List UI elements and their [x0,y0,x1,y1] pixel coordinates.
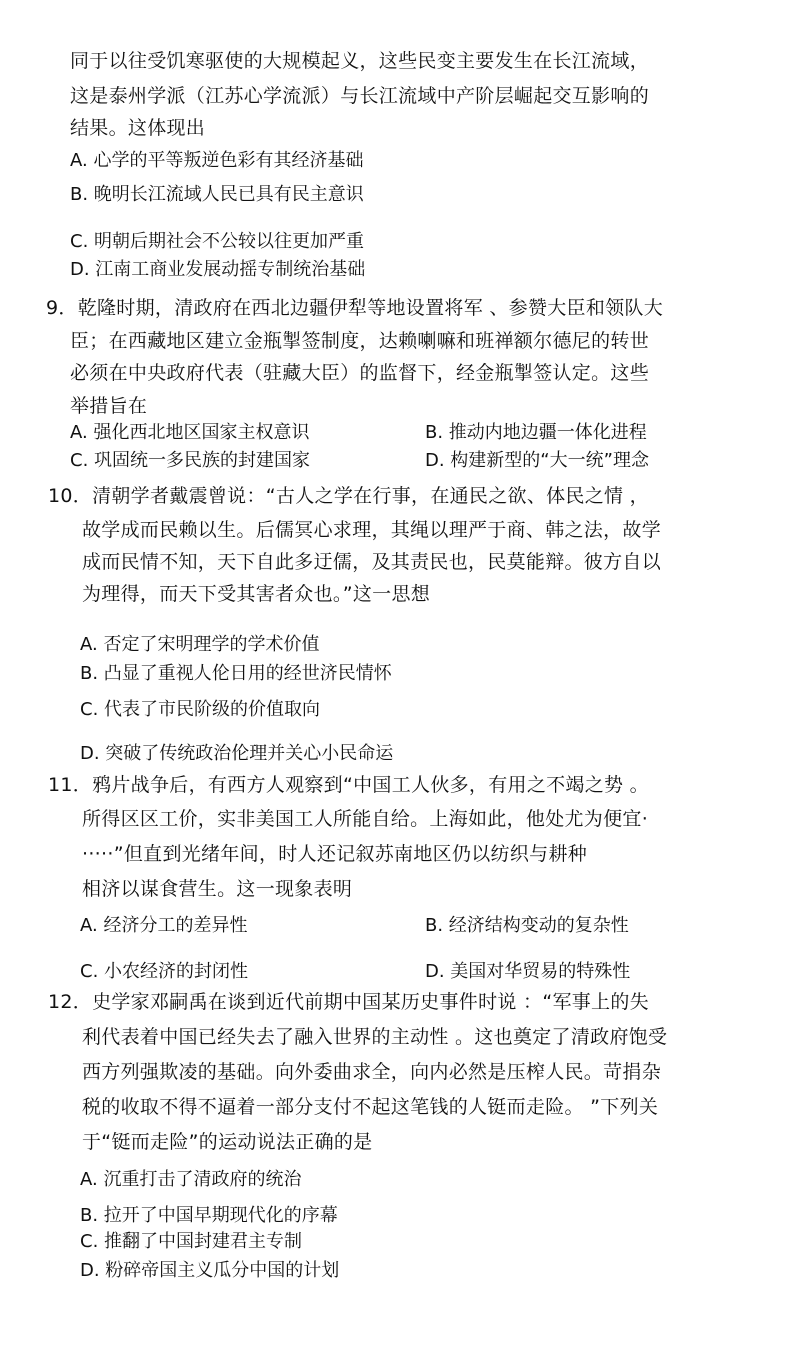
q10-stem-line-3: 成而民情不知，天下自此多迂儒，及其责民也，民莫能辩。彼方自以 [82,551,662,573]
q9-option-d[interactable]: D. 构建新型的“大一统”理念 [425,450,649,471]
q11-stem-line-3: ·····”但直到光绪年间，时人还记叙苏南地区仍以纺织与耕种 [82,843,588,865]
q9-stem-line-4: 举措旨在 [70,395,148,417]
q9-stem-line-3: 必须在中央政府代表（驻藏大臣）的监督下，经金瓶掣签认定。这些 [70,362,650,384]
q10-stem-text: 清朝学者戴震曾说：“古人之学在行事，在通民之欲、体民之情 ， [92,485,649,507]
q8-option-b[interactable]: B. 晚明长江流域人民已具有民主意识 [70,184,364,205]
q12-stem-line-1 [48,989,649,1015]
q12-stem-line-2: 利代表着中国已经失去了融入世界的主动性 。这也奠定了清政府饱受 [82,1026,668,1048]
q11-number: 11． [48,774,93,796]
q12-stem-line-4: 税的收取不得不逼着一部分支付不起这笔钱的人铤而走险。 ”下列关 [82,1096,659,1118]
q11-option-a[interactable]: A. 经济分工的差异性 [80,915,248,936]
q10-stem-line-4: 为理得，而天下受其害者众也。”这一思想 [82,583,431,605]
q11-stem-line-1 [48,772,649,798]
q9-stem-line-1 [46,295,663,321]
q11-option-d[interactable]: D. 美国对华贸易的特殊性 [425,961,631,982]
q8-option-d[interactable]: D. 江南工商业发展动摇专制统治基础 [70,259,366,280]
q11-stem-text: 鸦片战争后，有西方人观察到“中国工人伙多，有用之不竭之势 。 [92,774,649,796]
q10-option-a[interactable]: A. 否定了宋明理学的学术价值 [80,634,320,655]
q8-stem-line-2: 这是泰州学派（江苏心学流派）与长江流域中产阶层崛起交互影响的 [70,85,650,107]
q10-stem-line-2: 故学成而民赖以生。后儒冥心求理，其绳以理严于商、韩之法，故学 [82,519,662,541]
q11-option-c[interactable]: C. 小农经济的封闭性 [80,961,249,982]
q10-option-b[interactable]: B. 凸显了重视人伦日用的经世济民情怀 [80,663,392,684]
q9-number: 9． [46,297,78,319]
q10-option-d[interactable]: D. 突破了传统政治伦理并关心小民命运 [80,743,394,764]
q11-stem-line-2: 所得区区工价，实非美国工人所能自给。上海如此，他处尤为便宜· [82,808,649,830]
q10-option-c[interactable]: C. 代表了市民阶级的价值取向 [80,699,321,720]
q10-number: 10． [48,485,93,507]
q11-option-b[interactable]: B. 经济结构变动的复杂性 [425,915,629,936]
q9-stem-line-2: 臣；在西藏地区建立金瓶掣签制度，达赖喇嘛和班禅额尔德尼的转世 [70,330,650,352]
q8-stem-line-3: 结果。这体现出 [70,117,206,139]
q9-option-a[interactable]: A. 强化西北地区国家主权意识 [70,422,310,443]
q12-option-b[interactable]: B. 拉开了中国早期现代化的序幕 [80,1205,338,1226]
q8-stem-line-1: 同于以往受饥寒驱使的大规模起义，这些民变主要发生在长江流域， [70,50,650,72]
q12-option-a[interactable]: A. 沉重打击了清政府的统治 [80,1169,302,1190]
q11-stem-line-4: 相济以谋食营生。这一现象表明 [82,878,353,900]
q9-stem-text: 乾隆时期，清政府在西北边疆伊犁等地设置将军 、参赞大臣和领队大 [77,297,664,319]
q12-stem-line-5: 于“铤而走险”的运动说法正确的是 [82,1131,373,1153]
q8-option-a[interactable]: A. 心学的平等叛逆色彩有其经济基础 [70,150,364,171]
q12-stem-line-3: 西方列强欺凌的基础。向外委曲求全，向内必然是压榨人民。苛捐杂 [82,1061,662,1083]
q9-option-b[interactable]: B. 推动内地边疆一体化进程 [425,422,647,443]
q12-option-d[interactable]: D. 粉碎帝国主义瓜分中国的计划 [80,1260,340,1281]
q12-number: 12． [48,991,93,1013]
q8-option-c[interactable]: C. 明朝后期社会不公较以往更加严重 [70,231,365,252]
q10-stem-line-1 [48,483,649,509]
q12-option-c[interactable]: C. 推翻了中国封建君主专制 [80,1231,303,1252]
q9-option-c[interactable]: C. 巩固统一多民族的封建国家 [70,450,311,471]
q12-stem-text: 史学家邓嗣禹在谈到近代前期中国某历史事件时说 ：“军事上的失 [92,991,649,1013]
